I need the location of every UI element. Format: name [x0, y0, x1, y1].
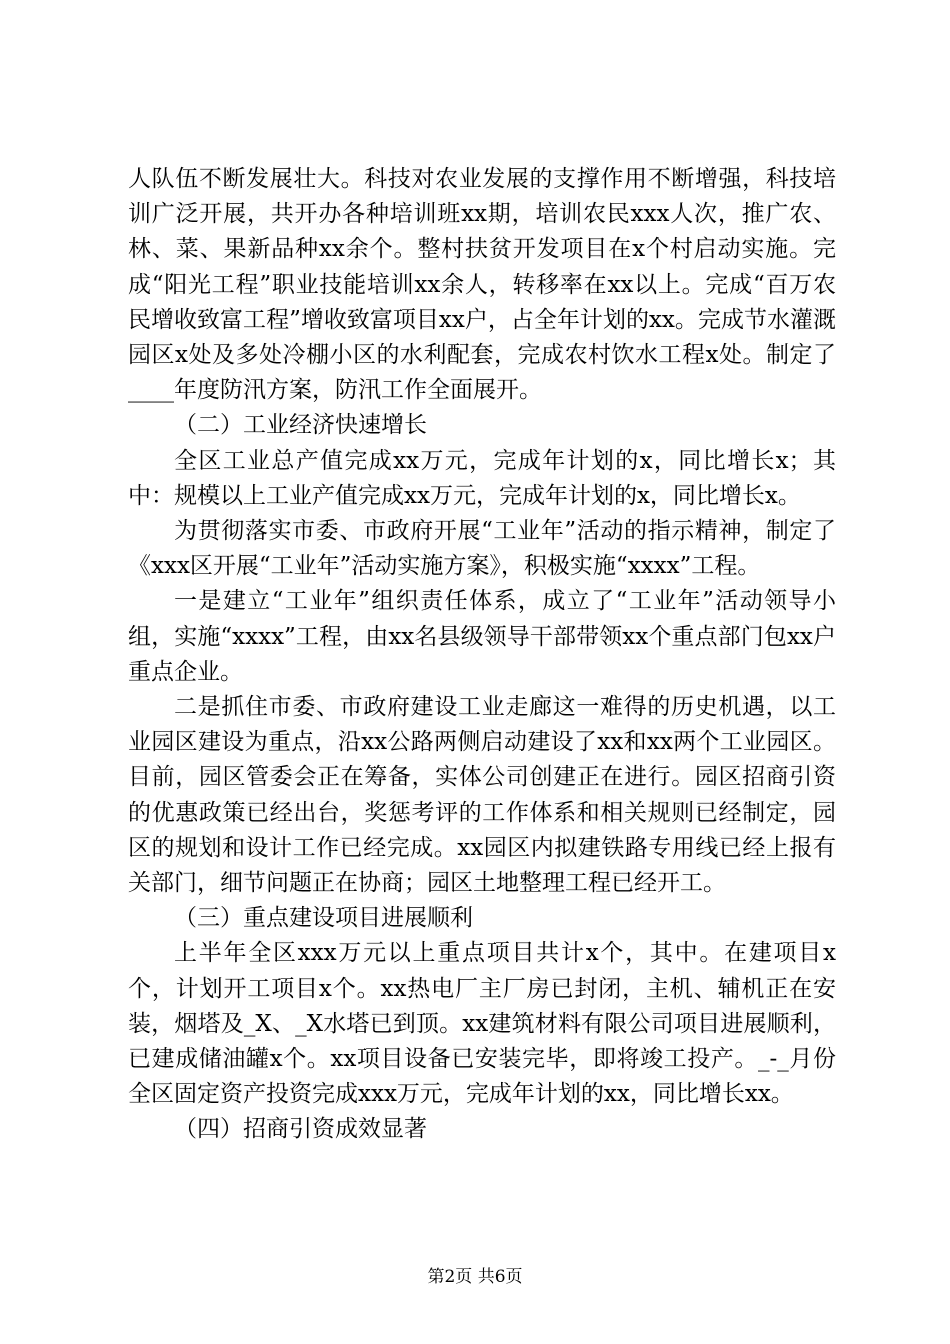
section-heading-key-projects: （三）重点建设项目进展顺利 [174, 905, 473, 932]
paragraph-key-projects: 上半年全区xxx万元以上重点项目共计x个，其中。在建项目x个，计划开工项目x个。xx热电厂主厂房已封闭，主机、辅机正在安装，烟塔及_X、_X水塔已到顶。xx建筑材料有限公司项目进展顺利，已建成储油罐x个。xx项目设备已安装完毕，即将竣工投产。_-_月份全区固定资产投资完成xxx万元，完成年计划的xx，同比增长xx。 [128, 940, 836, 1108]
paragraph-industry-output: 全区工业总产值完成xx万元，完成年计划的x，同比增长x；其中：规模以上工业产值完成xx万元，完成年计划的x，同比增长x。 [128, 447, 836, 509]
section-heading-industry: （二）工业经济快速增长 [174, 412, 427, 439]
document-body [128, 162, 836, 1148]
paragraph-industry-year-plan: 为贯彻落实市委、市政府开展“工业年”活动的指示精神，制定了《xxx区开展“工业年”活动实施方案》，积极实施“xxxx”工程。 [128, 518, 836, 580]
page-number-footer: 第2页 共6页 [427, 1267, 523, 1287]
paragraph-agriculture-continued: 人队伍不断发展壮大。科技对农业发展的支撑作用不断增强，科技培训广泛开展，共开办各种培训班xx期，培训农民xxx人次，推广农、林、菜、果新品种xx余个。整村扶贫开发项目在x个村启动实施。完成“阳光工程”职业技能培训xx余人，转移率在xx以上。完成“百万农民增收致富工程”增收致富项目xx户，占全年计划的xx。完成节水灌溉园区x处及多处冷棚小区的水利配套，完成农村饮水工程x处。制定了____年度防汛方案，防汛工作全面展开。 [128, 166, 836, 404]
paragraph-responsibility-system: 一是建立“工业年”组织责任体系，成立了“工业年”活动领导小组，实施“xxxx”工程，由xx名县级领导干部带领xx个重点部门包xx户重点企业。 [128, 588, 836, 685]
paragraph-industrial-park: 二是抓住市委、市政府建设工业走廊这一难得的历史机遇，以工业园区建设为重点，沿xx公路两侧启动建设了xx和xx两个工业园区。目前，园区管委会正在筹备，实体公司创建正在进行。园区招商引资的优惠政策已经出台，奖惩考评的工作体系和相关规则已经制定，园区的规划和设计工作已经完成。xx园区内拟建铁路专用线已经上报有关部门，细节问题正在协商；园区土地整理工程已经开工。 [128, 694, 836, 897]
section-heading-investment: （四）招商引资成效显著 [174, 1116, 427, 1143]
